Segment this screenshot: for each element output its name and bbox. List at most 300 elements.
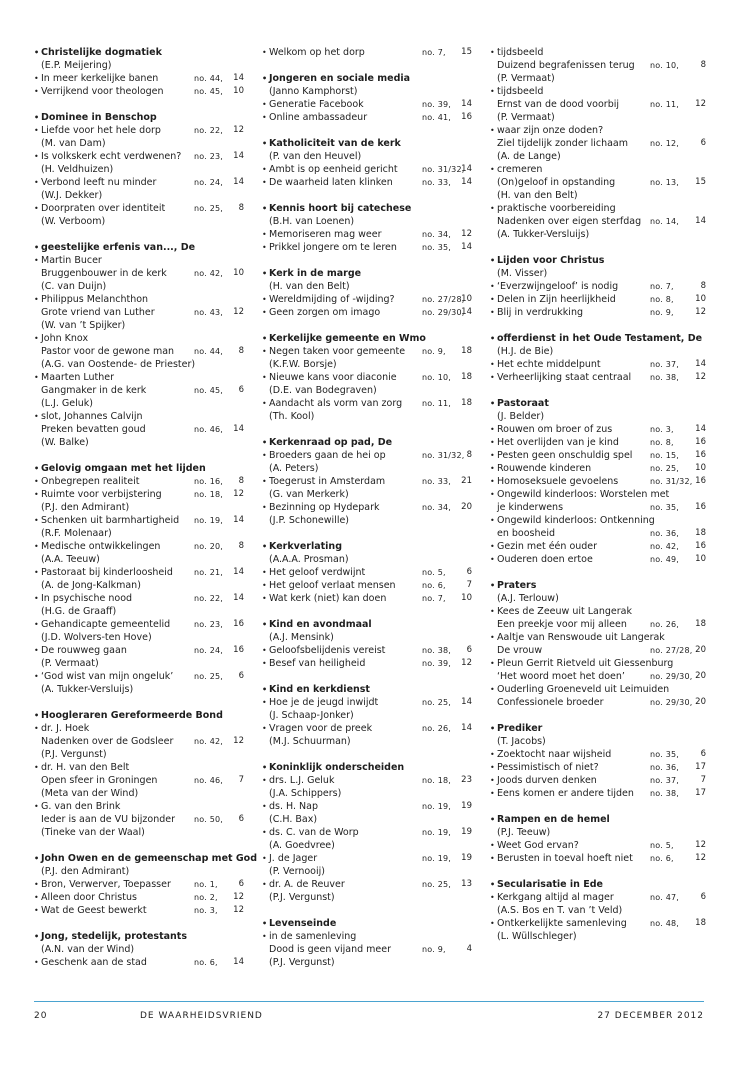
entry-title: (P.J. Vergunst)	[269, 892, 335, 903]
index-entry	[490, 683, 706, 696]
bullet-icon: •	[490, 308, 495, 317]
index-entry	[34, 371, 244, 384]
page-ref: 6	[238, 879, 244, 889]
page-ref: 17	[695, 788, 706, 798]
index-section	[34, 930, 244, 969]
index-section	[34, 462, 244, 696]
entry-title: Kind en avondmaal	[269, 619, 372, 630]
index-entry	[490, 306, 706, 319]
entry-title: (H.J. de Bie)	[497, 346, 554, 357]
index-entry	[34, 293, 244, 306]
page-ref: 16	[695, 502, 706, 512]
entry-title: cremeren	[497, 164, 543, 175]
bullet-icon: •	[262, 542, 268, 551]
entry-title: John Owen en de gemeenschap met God	[41, 853, 257, 864]
section-heading	[490, 397, 706, 410]
issue-number: no. 25,	[422, 698, 452, 707]
index-section	[490, 579, 706, 709]
bullet-icon: •	[262, 763, 268, 772]
index-entry	[34, 618, 244, 631]
entry-title: Geschenk aan de stad	[41, 957, 147, 968]
bullet-icon: •	[34, 204, 39, 213]
index-entry	[34, 319, 244, 332]
entry-title: tijdsbeeld	[497, 86, 544, 97]
entry-title: Het overlijden van je kind	[497, 437, 619, 448]
issue-number: no. 39,	[422, 100, 452, 109]
section-heading	[34, 111, 244, 124]
entry-title: Verheerlijking staat centraal	[497, 372, 632, 383]
entry-title: Philippus Melanchthon	[41, 294, 149, 305]
bullet-icon: •	[34, 477, 39, 486]
entry-title: (L. Wüllschleger)	[497, 931, 577, 942]
index-section	[262, 332, 472, 423]
bullet-icon: •	[262, 373, 267, 382]
entry-title: Is volkskerk echt verdwenen?	[41, 151, 182, 162]
index-section	[490, 332, 706, 384]
issue-number: no. 10,	[422, 373, 452, 382]
entry-title: Levenseinde	[269, 918, 337, 929]
entry-title: Broeders gaan de hei op	[269, 450, 386, 461]
index-entry	[34, 514, 244, 527]
index-entry	[262, 150, 472, 163]
index-entry	[262, 865, 472, 878]
index-entry	[262, 228, 472, 241]
bullet-icon: •	[262, 646, 267, 655]
index-entry	[490, 202, 706, 215]
issue-number: no. 35,	[650, 750, 680, 759]
issue-number: no. 23,	[194, 620, 224, 629]
page-ref: 8	[700, 281, 706, 291]
entry-title: Ouderling Groeneveld uit Leimuiden	[497, 684, 670, 695]
entry-title: Besef van heiligheid	[269, 658, 366, 669]
entry-title: Gezin met één ouder	[497, 541, 598, 552]
index-entry	[262, 462, 472, 475]
index-section	[34, 46, 244, 98]
page-ref: 14	[461, 307, 472, 317]
page-ref: 17	[695, 762, 706, 772]
index-section	[262, 267, 472, 319]
section-heading	[34, 241, 244, 254]
section-heading	[34, 46, 244, 59]
index-entry	[490, 345, 706, 358]
entry-title: Geloofsbelijdenis vereist	[269, 645, 386, 656]
index-entry	[34, 150, 244, 163]
entry-title: Alleen door Christus	[41, 892, 137, 903]
entry-title: (P. Vermaat)	[497, 73, 555, 84]
index-entry	[34, 501, 244, 514]
entry-title: Kerkgang altijd al mager	[497, 892, 614, 903]
bullet-icon: •	[262, 334, 268, 343]
page-ref: 14	[233, 151, 244, 161]
entry-title: (H. van den Belt)	[269, 281, 350, 292]
issue-number: no. 20,	[194, 542, 224, 551]
issue-number: no. 43,	[194, 308, 224, 317]
index-column-1	[34, 46, 257, 982]
entry-title: (P.J. Vergunst)	[41, 749, 107, 760]
entry-title: (J.P. Schonewille)	[269, 515, 350, 526]
index-entry	[262, 293, 472, 306]
entry-title: Praters	[497, 580, 537, 591]
entry-title: slot, Johannes Calvijn	[41, 411, 143, 422]
bullet-icon: •	[34, 594, 39, 603]
index-entry	[490, 891, 706, 904]
bullet-icon: •	[34, 516, 39, 525]
bullet-icon: •	[490, 841, 495, 850]
section-heading	[262, 137, 472, 150]
issue-number: no. 25,	[194, 672, 224, 681]
index-entry	[490, 163, 706, 176]
page-ref: 7	[700, 775, 706, 785]
bullet-icon: •	[262, 295, 267, 304]
entry-title: Ongewild kinderloos: Ontkenning	[497, 515, 655, 526]
page-ref: 14	[233, 593, 244, 603]
page-ref: 14	[461, 99, 472, 109]
entry-title: (J.D. Wolvers-ten Hove)	[41, 632, 152, 643]
index-entry	[262, 878, 472, 891]
index-entry	[490, 85, 706, 98]
index-entry	[490, 735, 706, 748]
index-section	[262, 683, 472, 748]
issue-number: no. 19,	[422, 854, 452, 863]
entry-title: Pesten geen onschuldig spel	[497, 450, 633, 461]
entry-title: ‘God wist van mijn ongeluk’	[41, 671, 174, 682]
entry-title: (P.J. den Admirant)	[41, 502, 130, 513]
index-entry	[34, 189, 244, 202]
bullet-icon: •	[490, 464, 495, 473]
index-entry	[262, 566, 472, 579]
issue-number: no. 8,	[650, 295, 674, 304]
page-ref: 12	[233, 125, 244, 135]
page-ref: 10	[695, 463, 706, 473]
bullet-icon: •	[34, 126, 39, 135]
index-entry	[262, 371, 472, 384]
entry-title: (C. van Duijn)	[41, 281, 107, 292]
page-ref: 14	[461, 242, 472, 252]
page-ref: 16	[695, 476, 706, 486]
issue-number: no. 7,	[422, 48, 446, 57]
entry-title: Ontkerkelijkte samenleving	[497, 918, 627, 929]
entry-title: Martin Bucer	[41, 255, 102, 266]
bullet-icon: •	[34, 542, 39, 551]
index-entry	[262, 358, 472, 371]
issue-number: no. 42,	[194, 737, 224, 746]
issue-number: no. 24,	[194, 646, 224, 655]
index-entry	[34, 72, 244, 85]
entry-title: Prediker	[497, 723, 543, 734]
bullet-icon: •	[490, 815, 496, 824]
index-entry	[490, 462, 706, 475]
page-ref: 10	[461, 294, 472, 304]
issue-number: no. 46,	[194, 776, 224, 785]
entry-title: Pastoraat	[497, 398, 549, 409]
bullet-icon: •	[34, 906, 39, 915]
page-ref: 6	[466, 567, 472, 577]
bullet-icon: •	[34, 672, 39, 681]
issue-number: no. 26,	[422, 724, 452, 733]
entry-title: Koninklijk onderscheiden	[269, 762, 405, 773]
page-ref: 6	[700, 892, 706, 902]
index-entry	[34, 137, 244, 150]
bullet-icon: •	[262, 243, 267, 252]
index-entry	[34, 904, 244, 917]
index-entry	[34, 215, 244, 228]
page-ref: 12	[695, 99, 706, 109]
page-ref: 10	[695, 294, 706, 304]
issue-number: no. 38,	[422, 646, 452, 655]
issue-number: no. 31/32,	[422, 451, 465, 460]
index-entry	[34, 865, 244, 878]
entry-title: Liefde voor het hele dorp	[41, 125, 161, 136]
entry-title: (W.J. Dekker)	[41, 190, 103, 201]
entry-title: Christelijke dogmatiek	[41, 47, 162, 58]
section-heading	[34, 930, 244, 943]
index-entry	[262, 774, 472, 787]
footer-page-number: 20	[34, 1011, 48, 1021]
entry-title: Ieder is aan de VU bijzonder	[41, 814, 176, 825]
index-entry	[490, 124, 706, 137]
index-entry	[490, 553, 706, 566]
index-section	[262, 761, 472, 904]
index-entry	[490, 371, 706, 384]
index-entry	[34, 397, 244, 410]
entry-title: Berusten in toeval hoeft niet	[497, 853, 633, 864]
bullet-icon: •	[34, 295, 39, 304]
entry-title: Rouwen om broer of zus	[497, 424, 613, 435]
bullet-icon: •	[262, 399, 267, 408]
entry-title: Ernst van de dood voorbij	[497, 99, 620, 110]
index-entry	[262, 852, 472, 865]
entry-title: Ongewild kinderloos: Worstelen met	[497, 489, 670, 500]
index-entry	[262, 85, 472, 98]
index-entry	[34, 722, 244, 735]
page-ref: 16	[695, 437, 706, 447]
bullet-icon: •	[490, 48, 495, 57]
issue-number: no. 18,	[194, 490, 224, 499]
index-entry	[34, 540, 244, 553]
entry-title: Rampen en de hemel	[497, 814, 610, 825]
index-entry	[34, 605, 244, 618]
page-ref: 21	[461, 476, 472, 486]
entry-title: (P.J. Vergunst)	[269, 957, 335, 968]
issue-number: no. 19,	[422, 828, 452, 837]
section-heading	[490, 722, 706, 735]
index-entry	[34, 280, 244, 293]
issue-number: no. 16,	[194, 477, 224, 486]
entry-title: Kind en kerkdienst	[269, 684, 370, 695]
page-ref: 18	[695, 528, 706, 538]
entry-title: (A.S. Bos en T. van ’t Veld)	[497, 905, 623, 916]
issue-number: no. 18,	[422, 776, 452, 785]
issue-number: no. 10,	[650, 61, 680, 70]
index-section	[262, 46, 472, 59]
index-entry	[490, 111, 706, 124]
index-entry	[34, 735, 244, 748]
bullet-icon: •	[34, 763, 39, 772]
index-entry	[262, 241, 472, 254]
index-entry	[490, 605, 706, 618]
bullet-icon: •	[34, 74, 39, 83]
entry-title: (M. van Dam)	[41, 138, 106, 149]
entry-title: (A.N. van der Wind)	[41, 944, 135, 955]
index-entry	[490, 839, 706, 852]
index-entry	[490, 410, 706, 423]
index-entry	[490, 176, 706, 189]
issue-number: no. 6,	[194, 958, 218, 967]
entry-title: Rouwende kinderen	[497, 463, 592, 474]
bullet-icon: •	[262, 139, 268, 148]
section-heading	[262, 72, 472, 85]
section-heading	[262, 267, 472, 280]
entry-title: Dominee in Benschop	[41, 112, 157, 123]
entry-title: offerdienst in het Oude Testament, De	[497, 333, 703, 344]
page-ref: 12	[695, 853, 706, 863]
issue-number: no. 3,	[194, 906, 218, 915]
section-heading	[262, 202, 472, 215]
page-ref: 10	[461, 593, 472, 603]
entry-title: Bezinning op Hydepark	[269, 502, 380, 513]
bullet-icon: •	[262, 165, 267, 174]
section-heading	[34, 462, 244, 475]
index-entry	[262, 111, 472, 124]
section-heading	[262, 683, 472, 696]
bullet-icon: •	[490, 451, 495, 460]
entry-title: (J.A. Schippers)	[269, 788, 342, 799]
issue-number: no. 46,	[194, 425, 224, 434]
index-entry	[34, 163, 244, 176]
bullet-icon: •	[490, 360, 495, 369]
index-column-3	[490, 46, 706, 956]
bullet-icon: •	[490, 685, 495, 694]
entry-title: (P. Vermaat)	[497, 112, 555, 123]
index-entry	[34, 579, 244, 592]
index-entry	[490, 657, 706, 670]
entry-title: (A. Peters)	[269, 463, 319, 474]
index-entry	[490, 930, 706, 943]
bullet-icon: •	[262, 204, 268, 213]
index-entry	[34, 787, 244, 800]
issue-number: no. 37,	[650, 776, 680, 785]
index-entry	[34, 306, 244, 319]
page-ref: 20	[695, 697, 706, 707]
entry-title: Negen taken voor gemeente	[269, 346, 406, 357]
page-ref: 20	[461, 502, 472, 512]
entry-title: In meer kerkelijke banen	[41, 73, 159, 84]
index-entry	[490, 904, 706, 917]
bullet-icon: •	[262, 113, 267, 122]
bullet-icon: •	[34, 646, 39, 655]
entry-title: Pastor voor de gewone man	[41, 346, 175, 357]
entry-title: Confessionele broeder	[497, 697, 604, 708]
entry-title: (P. Vermaat)	[41, 658, 99, 669]
index-entry	[34, 384, 244, 397]
issue-number: no. 44,	[194, 74, 224, 83]
index-entry	[34, 813, 244, 826]
bullet-icon: •	[262, 178, 267, 187]
footer-rule	[34, 1001, 704, 1002]
bullet-icon: •	[262, 48, 267, 57]
bullet-icon: •	[262, 659, 267, 668]
issue-number: no. 25,	[194, 204, 224, 213]
index-entry	[34, 475, 244, 488]
bullet-icon: •	[34, 568, 39, 577]
index-entry	[490, 150, 706, 163]
bullet-icon: •	[34, 87, 39, 96]
issue-number: no. 22,	[194, 126, 224, 135]
issue-number: no. 36,	[650, 763, 680, 772]
page-ref: 12	[233, 307, 244, 317]
entry-title: Jongeren en sociale media	[269, 73, 411, 84]
index-entry	[490, 267, 706, 280]
bullet-icon: •	[490, 750, 495, 759]
entry-title: Weet God ervan?	[497, 840, 579, 851]
index-entry	[490, 514, 706, 527]
index-entry	[262, 735, 472, 748]
entry-title: Het geloof verlaat mensen	[269, 580, 396, 591]
index-section	[490, 813, 706, 865]
index-entry	[262, 345, 472, 358]
page-ref: 10	[233, 86, 244, 96]
page-ref: 12	[695, 840, 706, 850]
section-heading	[262, 332, 472, 345]
entry-title: Gangmaker in de kerk	[41, 385, 147, 396]
entry-title: Kennis hoort bij catechese	[269, 203, 412, 214]
entry-title: Homoseksuele gevoelens	[497, 476, 619, 487]
bullet-icon: •	[262, 74, 268, 83]
index-entry	[262, 215, 472, 228]
index-entry	[262, 722, 472, 735]
bullet-icon: •	[262, 880, 267, 889]
footer-publication-title: DE WAARHEIDSVRIEND	[140, 1011, 263, 1021]
page-ref: 4	[466, 944, 472, 954]
section-heading	[34, 852, 257, 865]
page-ref: 12	[233, 905, 244, 915]
bullet-icon: •	[34, 893, 39, 902]
entry-title: (E.P. Meijering)	[41, 60, 112, 71]
entry-title: Ruimte voor verbijstering	[41, 489, 162, 500]
index-entry	[490, 46, 706, 59]
issue-number: no. 25,	[650, 464, 680, 473]
page-ref: 14	[233, 515, 244, 525]
bullet-icon: •	[262, 438, 268, 447]
issue-number: no. 33,	[422, 178, 452, 187]
issue-number: no. 22,	[194, 594, 224, 603]
entry-title: (H. Veldhuizen)	[41, 164, 114, 175]
index-entry	[262, 579, 472, 592]
entry-title: (C.H. Bax)	[269, 814, 318, 825]
bullet-icon: •	[34, 243, 40, 252]
bullet-icon: •	[262, 594, 267, 603]
index-entry	[262, 813, 472, 826]
index-section	[490, 397, 706, 566]
entry-title: Wereldmijding of -wijding?	[269, 294, 395, 305]
index-entry	[490, 137, 706, 150]
entry-title: (H. van den Belt)	[497, 190, 578, 201]
page-ref: 8	[238, 541, 244, 551]
index-entry	[262, 631, 472, 644]
index-section	[34, 709, 244, 839]
section-heading	[262, 618, 472, 631]
issue-number: no. 29/30,	[650, 698, 693, 707]
entry-title: (A. de Lange)	[497, 151, 561, 162]
issue-number: no. 42,	[194, 269, 224, 278]
index-entry	[262, 891, 472, 904]
entry-title: (A.A. Teeuw)	[41, 554, 100, 565]
bullet-icon: •	[34, 373, 39, 382]
issue-number: no. 6,	[650, 854, 674, 863]
index-entry	[490, 449, 706, 462]
entry-title: De vrouw	[497, 645, 543, 656]
bullet-icon: •	[34, 620, 39, 629]
